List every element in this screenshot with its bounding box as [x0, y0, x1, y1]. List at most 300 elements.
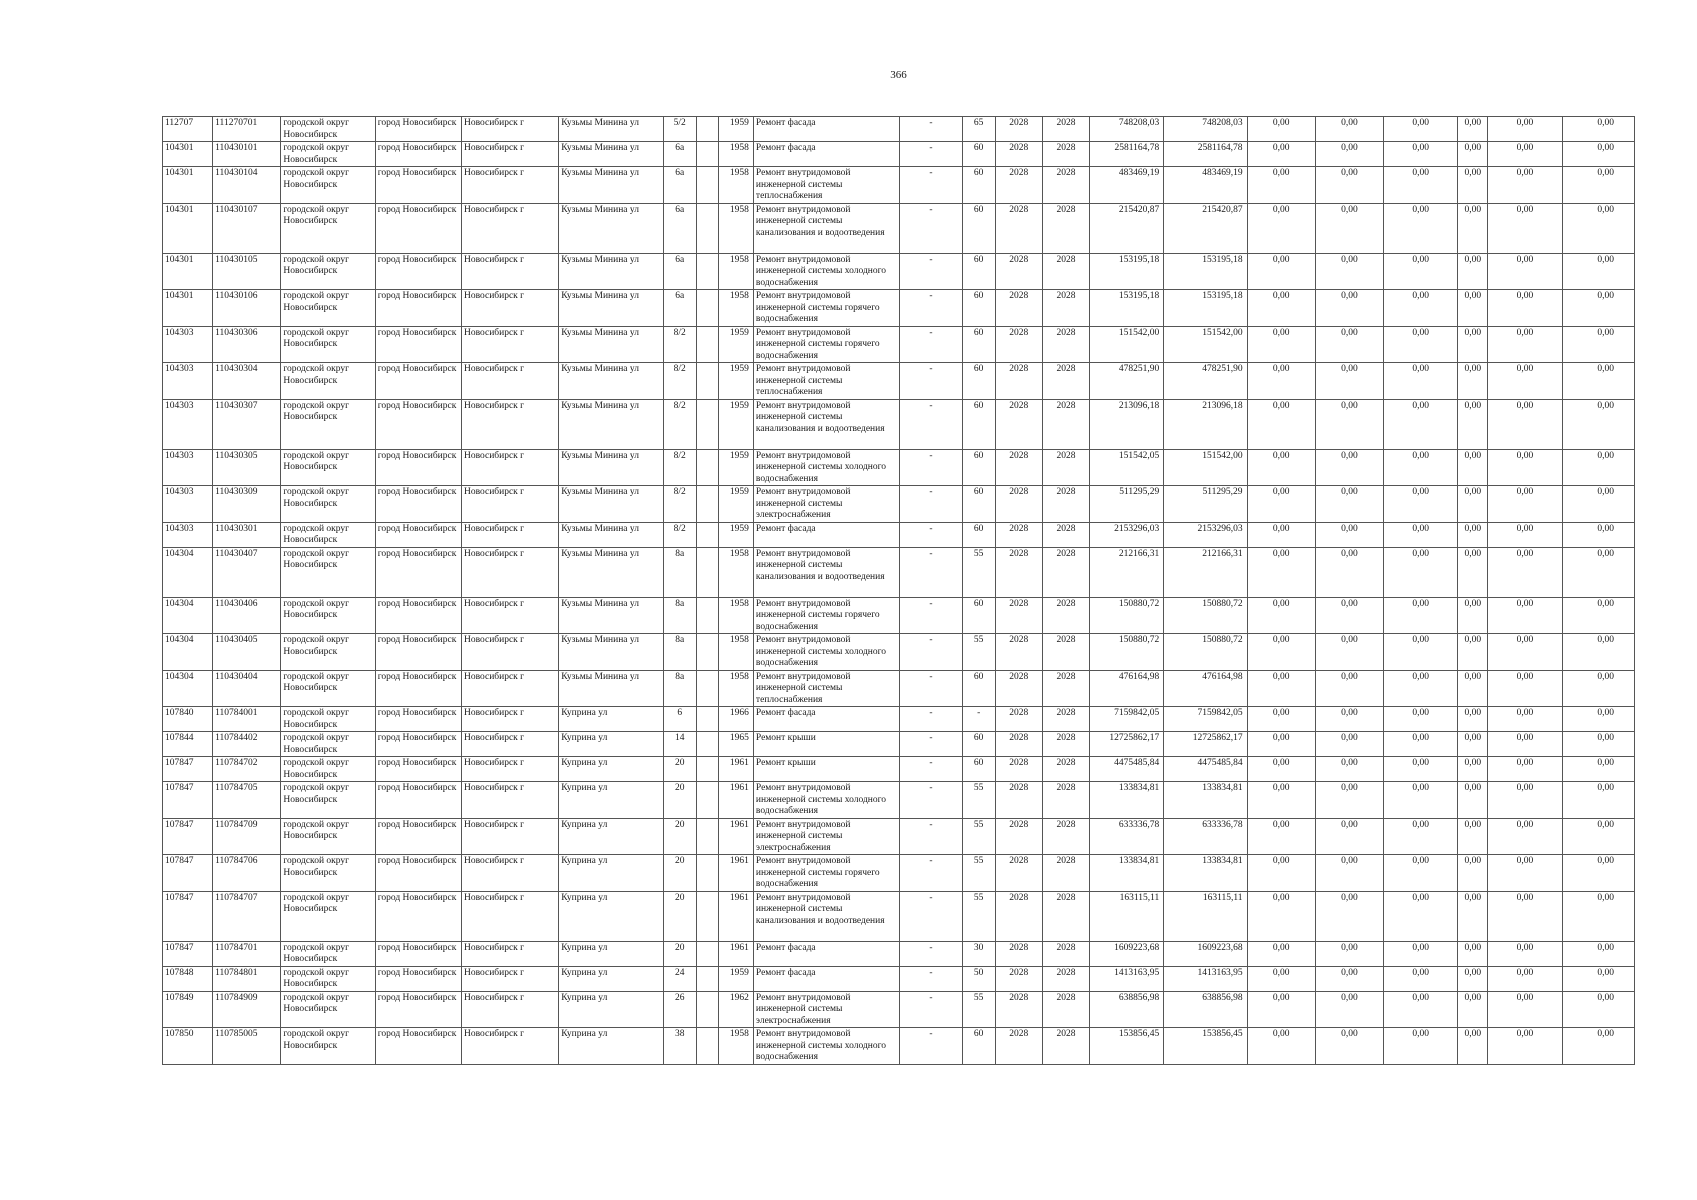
city-cell: Новосибирск г: [461, 117, 558, 142]
fund-5-cell: 0,00: [1488, 1028, 1562, 1065]
settlement-cell: город Новосибирск: [375, 522, 461, 547]
house-cell: 8а: [663, 634, 696, 671]
work-code: 110784706: [213, 855, 281, 892]
dash-cell: -: [900, 966, 962, 991]
fund-6-cell: 0,00: [1562, 363, 1634, 400]
plan-year-cell: 2028: [995, 167, 1042, 204]
cost-cell: 150880,72: [1090, 634, 1164, 671]
finish-year-cell: 2028: [1042, 966, 1089, 991]
fund-4-cell: 0,00: [1458, 326, 1488, 363]
plan-year-cell: 2028: [995, 818, 1042, 855]
dash-cell: -: [900, 855, 962, 892]
fund-4-cell: 0,00: [1458, 855, 1488, 892]
district-cell: городской округ Новосибирск: [281, 253, 375, 290]
dash-cell: -: [900, 117, 962, 142]
work-type-cell: Ремонт внутридомовой инженерной системы холодного водоснабжения: [753, 449, 899, 486]
fund-3-cell: 0,00: [1384, 326, 1458, 363]
object-id: 107847: [163, 757, 213, 782]
object-id: 112707: [163, 117, 213, 142]
finish-year-cell: 2028: [1042, 707, 1089, 732]
dash-cell: -: [900, 670, 962, 707]
settlement-cell: город Новосибирск: [375, 597, 461, 634]
city-cell: Новосибирск г: [461, 757, 558, 782]
city-cell: Новосибирск г: [461, 597, 558, 634]
settlement-cell: город Новосибирск: [375, 818, 461, 855]
work-code: 110430306: [213, 326, 281, 363]
fund-4-cell: 0,00: [1458, 399, 1488, 449]
fund-1-cell: 0,00: [1247, 290, 1315, 327]
dash-cell: -: [900, 941, 962, 966]
finish-year-cell: 2028: [1042, 167, 1089, 204]
fund-2-cell: 0,00: [1315, 167, 1383, 204]
cost-cell: 133834,81: [1090, 855, 1164, 892]
service-life-cell: 60: [962, 732, 995, 757]
district-cell: городской округ Новосибирск: [281, 326, 375, 363]
table-row: [163, 855, 1635, 892]
settlement-cell: город Новосибирск: [375, 757, 461, 782]
settlement-cell: город Новосибирск: [375, 782, 461, 819]
total-cost-cell: 151542,00: [1164, 326, 1247, 363]
house-cell: 20: [663, 757, 696, 782]
work-code: 110430305: [213, 449, 281, 486]
total-cost-cell: 638856,98: [1164, 991, 1247, 1028]
object-id: 107850: [163, 1028, 213, 1065]
object-id: 104301: [163, 290, 213, 327]
street-cell: Куприна ул: [559, 855, 663, 892]
year-cell: 1959: [718, 966, 753, 991]
fund-6-cell: 0,00: [1562, 547, 1634, 597]
service-life-cell: 60: [962, 142, 995, 167]
city-cell: Новосибирск г: [461, 634, 558, 671]
house-cell: 5/2: [663, 117, 696, 142]
finish-year-cell: 2028: [1042, 757, 1089, 782]
year-cell: 1959: [718, 326, 753, 363]
work-code: 110784709: [213, 818, 281, 855]
city-cell: Новосибирск г: [461, 203, 558, 253]
service-life-cell: 60: [962, 597, 995, 634]
fund-4-cell: 0,00: [1458, 757, 1488, 782]
finish-year-cell: 2028: [1042, 891, 1089, 941]
cost-cell: 2153296,03: [1090, 522, 1164, 547]
cost-cell: 476164,98: [1090, 670, 1164, 707]
dash-cell: -: [900, 363, 962, 400]
work-code: 110784705: [213, 782, 281, 819]
service-life-cell: 55: [962, 818, 995, 855]
city-cell: Новосибирск г: [461, 486, 558, 523]
district-cell: городской округ Новосибирск: [281, 363, 375, 400]
fund-4-cell: 0,00: [1458, 167, 1488, 204]
fund-3-cell: 0,00: [1384, 670, 1458, 707]
fund-6-cell: 0,00: [1562, 634, 1634, 671]
dash-cell: -: [900, 522, 962, 547]
dash-cell: -: [900, 167, 962, 204]
fund-3-cell: 0,00: [1384, 941, 1458, 966]
finish-year-cell: 2028: [1042, 670, 1089, 707]
plan-year-cell: 2028: [995, 363, 1042, 400]
year-cell: 1958: [718, 203, 753, 253]
city-cell: Новосибирск г: [461, 522, 558, 547]
fund-2-cell: 0,00: [1315, 991, 1383, 1028]
work-code: 110430301: [213, 522, 281, 547]
fund-5-cell: 0,00: [1488, 167, 1562, 204]
fund-6-cell: 0,00: [1562, 326, 1634, 363]
service-life-cell: 60: [962, 363, 995, 400]
city-cell: Новосибирск г: [461, 891, 558, 941]
city-cell: Новосибирск г: [461, 399, 558, 449]
table-row: [163, 597, 1635, 634]
total-cost-cell: 7159842,05: [1164, 707, 1247, 732]
building-cell: [696, 1028, 718, 1065]
plan-year-cell: 2028: [995, 203, 1042, 253]
street-cell: Кузьмы Минина ул: [559, 363, 663, 400]
object-id: 104304: [163, 547, 213, 597]
street-cell: Куприна ул: [559, 707, 663, 732]
table-row: [163, 253, 1635, 290]
fund-5-cell: 0,00: [1488, 290, 1562, 327]
building-cell: [696, 167, 718, 204]
fund-6-cell: 0,00: [1562, 142, 1634, 167]
fund-6-cell: 0,00: [1562, 670, 1634, 707]
fund-4-cell: 0,00: [1458, 991, 1488, 1028]
fund-6-cell: 0,00: [1562, 782, 1634, 819]
total-cost-cell: 478251,90: [1164, 363, 1247, 400]
year-cell: 1961: [718, 782, 753, 819]
table-row: [163, 117, 1635, 142]
work-type-cell: Ремонт крыши: [753, 757, 899, 782]
dash-cell: -: [900, 253, 962, 290]
fund-4-cell: 0,00: [1458, 732, 1488, 757]
fund-3-cell: 0,00: [1384, 363, 1458, 400]
street-cell: Куприна ул: [559, 891, 663, 941]
work-code: 110784402: [213, 732, 281, 757]
district-cell: городской округ Новосибирск: [281, 670, 375, 707]
street-cell: Кузьмы Минина ул: [559, 634, 663, 671]
fund-2-cell: 0,00: [1315, 290, 1383, 327]
finish-year-cell: 2028: [1042, 449, 1089, 486]
work-type-cell: Ремонт внутридомовой инженерной системы теплоснабжения: [753, 167, 899, 204]
work-type-cell: Ремонт внутридомовой инженерной системы теплоснабжения: [753, 670, 899, 707]
fund-2-cell: 0,00: [1315, 855, 1383, 892]
building-cell: [696, 486, 718, 523]
finish-year-cell: 2028: [1042, 522, 1089, 547]
district-cell: городской округ Новосибирск: [281, 966, 375, 991]
settlement-cell: город Новосибирск: [375, 855, 461, 892]
fund-2-cell: 0,00: [1315, 634, 1383, 671]
work-type-cell: Ремонт внутридомовой инженерной системы горячего водоснабжения: [753, 855, 899, 892]
object-id: 107847: [163, 855, 213, 892]
total-cost-cell: 476164,98: [1164, 670, 1247, 707]
total-cost-cell: 150880,72: [1164, 597, 1247, 634]
service-life-cell: -: [962, 707, 995, 732]
dash-cell: -: [900, 597, 962, 634]
table-row: [163, 449, 1635, 486]
table-row: [163, 290, 1635, 327]
fund-4-cell: 0,00: [1458, 290, 1488, 327]
dash-cell: -: [900, 707, 962, 732]
fund-1-cell: 0,00: [1247, 117, 1315, 142]
work-type-cell: Ремонт внутридомовой инженерной системы канализования и водоотведения: [753, 547, 899, 597]
fund-2-cell: 0,00: [1315, 757, 1383, 782]
total-cost-cell: 748208,03: [1164, 117, 1247, 142]
cost-cell: 163115,11: [1090, 891, 1164, 941]
object-id: 107847: [163, 891, 213, 941]
total-cost-cell: 150880,72: [1164, 634, 1247, 671]
settlement-cell: город Новосибирск: [375, 1028, 461, 1065]
object-id: 107847: [163, 782, 213, 819]
fund-3-cell: 0,00: [1384, 1028, 1458, 1065]
street-cell: Кузьмы Минина ул: [559, 203, 663, 253]
district-cell: городской округ Новосибирск: [281, 782, 375, 819]
fund-1-cell: 0,00: [1247, 732, 1315, 757]
service-life-cell: 55: [962, 547, 995, 597]
fund-1-cell: 0,00: [1247, 670, 1315, 707]
settlement-cell: город Новосибирск: [375, 167, 461, 204]
object-id: 107849: [163, 991, 213, 1028]
table-row: [163, 634, 1635, 671]
district-cell: городской округ Новосибирск: [281, 732, 375, 757]
work-type-cell: Ремонт фасада: [753, 522, 899, 547]
dash-cell: -: [900, 782, 962, 819]
fund-6-cell: 0,00: [1562, 167, 1634, 204]
house-cell: 6а: [663, 142, 696, 167]
service-life-cell: 55: [962, 891, 995, 941]
table-row: [163, 670, 1635, 707]
finish-year-cell: 2028: [1042, 855, 1089, 892]
plan-year-cell: 2028: [995, 991, 1042, 1028]
fund-1-cell: 0,00: [1247, 991, 1315, 1028]
work-code: 110430106: [213, 290, 281, 327]
street-cell: Кузьмы Минина ул: [559, 290, 663, 327]
fund-1-cell: 0,00: [1247, 941, 1315, 966]
fund-1-cell: 0,00: [1247, 522, 1315, 547]
street-cell: Кузьмы Минина ул: [559, 399, 663, 449]
city-cell: Новосибирск г: [461, 253, 558, 290]
dash-cell: -: [900, 634, 962, 671]
settlement-cell: город Новосибирск: [375, 670, 461, 707]
fund-4-cell: 0,00: [1458, 818, 1488, 855]
plan-year-cell: 2028: [995, 253, 1042, 290]
district-cell: городской округ Новосибирск: [281, 117, 375, 142]
fund-3-cell: 0,00: [1384, 891, 1458, 941]
settlement-cell: город Новосибирск: [375, 142, 461, 167]
district-cell: городской округ Новосибирск: [281, 290, 375, 327]
year-cell: 1959: [718, 117, 753, 142]
fund-4-cell: 0,00: [1458, 117, 1488, 142]
object-id: 104303: [163, 449, 213, 486]
work-code: 110430404: [213, 670, 281, 707]
city-cell: Новосибирск г: [461, 818, 558, 855]
fund-3-cell: 0,00: [1384, 597, 1458, 634]
cost-cell: 12725862,17: [1090, 732, 1164, 757]
fund-5-cell: 0,00: [1488, 117, 1562, 142]
city-cell: Новосибирск г: [461, 449, 558, 486]
fund-1-cell: 0,00: [1247, 326, 1315, 363]
plan-year-cell: 2028: [995, 782, 1042, 819]
work-code: 110430307: [213, 399, 281, 449]
settlement-cell: город Новосибирск: [375, 253, 461, 290]
work-type-cell: Ремонт внутридомовой инженерной системы холодного водоснабжения: [753, 1028, 899, 1065]
fund-2-cell: 0,00: [1315, 449, 1383, 486]
year-cell: 1961: [718, 855, 753, 892]
fund-1-cell: 0,00: [1247, 547, 1315, 597]
service-life-cell: 60: [962, 670, 995, 707]
table-row: [163, 363, 1635, 400]
year-cell: 1958: [718, 1028, 753, 1065]
house-cell: 8/2: [663, 363, 696, 400]
fund-1-cell: 0,00: [1247, 363, 1315, 400]
fund-5-cell: 0,00: [1488, 855, 1562, 892]
work-type-cell: Ремонт внутридомовой инженерной системы холодного водоснабжения: [753, 782, 899, 819]
fund-3-cell: 0,00: [1384, 449, 1458, 486]
settlement-cell: город Новосибирск: [375, 117, 461, 142]
street-cell: Куприна ул: [559, 782, 663, 819]
fund-3-cell: 0,00: [1384, 782, 1458, 819]
district-cell: городской округ Новосибирск: [281, 941, 375, 966]
fund-3-cell: 0,00: [1384, 486, 1458, 523]
year-cell: 1958: [718, 634, 753, 671]
house-cell: 8/2: [663, 522, 696, 547]
object-id: 104303: [163, 326, 213, 363]
finish-year-cell: 2028: [1042, 1028, 1089, 1065]
building-cell: [696, 326, 718, 363]
settlement-cell: город Новосибирск: [375, 991, 461, 1028]
settlement-cell: город Новосибирск: [375, 363, 461, 400]
table-row: [163, 732, 1635, 757]
district-cell: городской округ Новосибирск: [281, 522, 375, 547]
dash-cell: -: [900, 547, 962, 597]
work-code: 110785005: [213, 1028, 281, 1065]
district-cell: городской округ Новосибирск: [281, 597, 375, 634]
dash-cell: -: [900, 732, 962, 757]
street-cell: Куприна ул: [559, 757, 663, 782]
object-id: 107844: [163, 732, 213, 757]
cost-cell: 511295,29: [1090, 486, 1164, 523]
service-life-cell: 55: [962, 634, 995, 671]
dash-cell: -: [900, 290, 962, 327]
fund-5-cell: 0,00: [1488, 818, 1562, 855]
fund-5-cell: 0,00: [1488, 449, 1562, 486]
building-cell: [696, 818, 718, 855]
object-id: 104303: [163, 399, 213, 449]
table-row: [163, 203, 1635, 253]
fund-5-cell: 0,00: [1488, 707, 1562, 732]
district-cell: городской округ Новосибирск: [281, 547, 375, 597]
fund-1-cell: 0,00: [1247, 167, 1315, 204]
table-row: [163, 486, 1635, 523]
fund-3-cell: 0,00: [1384, 818, 1458, 855]
house-cell: 26: [663, 991, 696, 1028]
fund-5-cell: 0,00: [1488, 326, 1562, 363]
finish-year-cell: 2028: [1042, 399, 1089, 449]
finish-year-cell: 2028: [1042, 142, 1089, 167]
settlement-cell: город Новосибирск: [375, 966, 461, 991]
work-type-cell: Ремонт внутридомовой инженерной системы холодного водоснабжения: [753, 634, 899, 671]
fund-3-cell: 0,00: [1384, 142, 1458, 167]
fund-1-cell: 0,00: [1247, 634, 1315, 671]
settlement-cell: город Новосибирск: [375, 326, 461, 363]
house-cell: 8/2: [663, 326, 696, 363]
city-cell: Новосибирск г: [461, 547, 558, 597]
year-cell: 1958: [718, 167, 753, 204]
building-cell: [696, 855, 718, 892]
total-cost-cell: 153195,18: [1164, 290, 1247, 327]
fund-2-cell: 0,00: [1315, 732, 1383, 757]
street-cell: Куприна ул: [559, 966, 663, 991]
fund-2-cell: 0,00: [1315, 326, 1383, 363]
repair-schedule-table: [162, 116, 1635, 1065]
street-cell: Кузьмы Минина ул: [559, 253, 663, 290]
district-cell: городской округ Новосибирск: [281, 167, 375, 204]
house-cell: 6а: [663, 253, 696, 290]
building-cell: [696, 597, 718, 634]
table-row: [163, 326, 1635, 363]
city-cell: Новосибирск г: [461, 991, 558, 1028]
fund-2-cell: 0,00: [1315, 1028, 1383, 1065]
dash-cell: -: [900, 449, 962, 486]
object-id: 104303: [163, 363, 213, 400]
fund-6-cell: 0,00: [1562, 117, 1634, 142]
building-cell: [696, 782, 718, 819]
work-type-cell: Ремонт внутридомовой инженерной системы горячего водоснабжения: [753, 290, 899, 327]
cost-cell: 212166,31: [1090, 547, 1164, 597]
service-life-cell: 50: [962, 966, 995, 991]
fund-3-cell: 0,00: [1384, 203, 1458, 253]
house-cell: 8/2: [663, 486, 696, 523]
plan-year-cell: 2028: [995, 326, 1042, 363]
building-cell: [696, 634, 718, 671]
year-cell: 1961: [718, 818, 753, 855]
plan-year-cell: 2028: [995, 966, 1042, 991]
plan-year-cell: 2028: [995, 732, 1042, 757]
fund-1-cell: 0,00: [1247, 597, 1315, 634]
fund-1-cell: 0,00: [1247, 818, 1315, 855]
fund-6-cell: 0,00: [1562, 290, 1634, 327]
service-life-cell: 60: [962, 449, 995, 486]
street-cell: Кузьмы Минина ул: [559, 117, 663, 142]
finish-year-cell: 2028: [1042, 634, 1089, 671]
fund-6-cell: 0,00: [1562, 399, 1634, 449]
work-code: 110430407: [213, 547, 281, 597]
city-cell: Новосибирск г: [461, 707, 558, 732]
street-cell: Кузьмы Минина ул: [559, 486, 663, 523]
work-code: 110430105: [213, 253, 281, 290]
table-row: [163, 782, 1635, 819]
fund-6-cell: 0,00: [1562, 818, 1634, 855]
building-cell: [696, 449, 718, 486]
street-cell: Кузьмы Минина ул: [559, 597, 663, 634]
work-type-cell: Ремонт внутридомовой инженерной системы холодного водоснабжения: [753, 253, 899, 290]
object-id: 107840: [163, 707, 213, 732]
plan-year-cell: 2028: [995, 707, 1042, 732]
plan-year-cell: 2028: [995, 290, 1042, 327]
total-cost-cell: 153195,18: [1164, 253, 1247, 290]
district-cell: городской округ Новосибирск: [281, 634, 375, 671]
year-cell: 1959: [718, 522, 753, 547]
fund-6-cell: 0,00: [1562, 203, 1634, 253]
building-cell: [696, 670, 718, 707]
fund-6-cell: 0,00: [1562, 597, 1634, 634]
table-row: [163, 891, 1635, 941]
house-cell: 6а: [663, 203, 696, 253]
plan-year-cell: 2028: [995, 1028, 1042, 1065]
plan-year-cell: 2028: [995, 522, 1042, 547]
plan-year-cell: 2028: [995, 891, 1042, 941]
cost-cell: 215420,87: [1090, 203, 1164, 253]
fund-1-cell: 0,00: [1247, 707, 1315, 732]
settlement-cell: город Новосибирск: [375, 547, 461, 597]
table-row: [163, 522, 1635, 547]
plan-year-cell: 2028: [995, 547, 1042, 597]
